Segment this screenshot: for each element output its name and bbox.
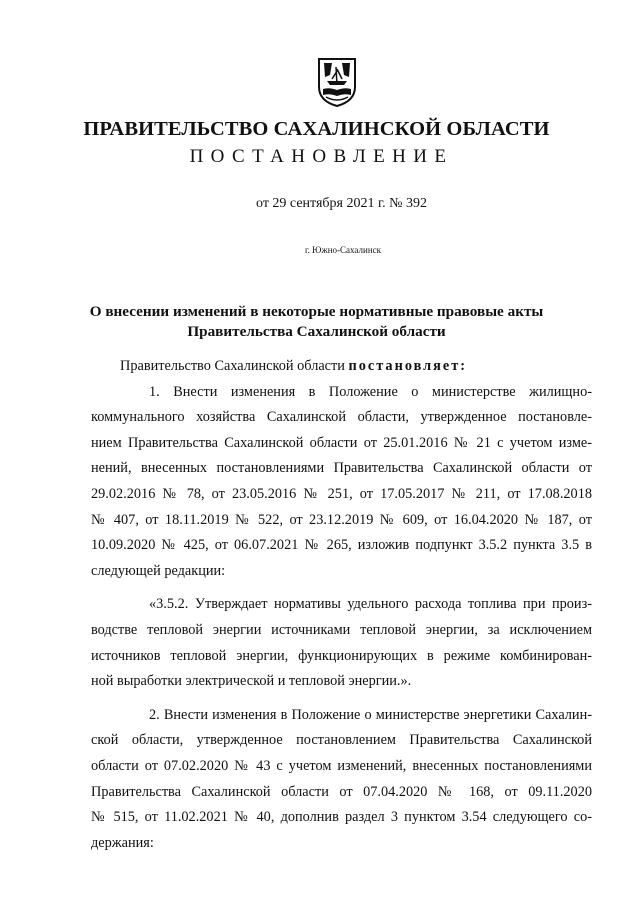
- paragraph-line: нений, внесенных постановлениями Правительства Сахалинской области от: [91, 460, 592, 477]
- quote-line: водстве тепловой энергии источниками тепловой энергии, за исключением: [91, 621, 592, 638]
- preamble-emphasis: постановляет:: [348, 358, 468, 374]
- document-city: г. Южно-Сахалинск: [304, 245, 381, 255]
- quote-line: «3.5.2. Утверждает нормативы удельного расхода топлива при произ-: [149, 596, 592, 613]
- paragraph-line: следующей редакции:: [91, 562, 226, 579]
- document-body: [91, 354, 592, 856]
- paragraph-line: нием Правительства Сахалинской области от 25.01.2016 № 21 с учетом изме-: [91, 434, 592, 451]
- organization-name: ПРАВИТЕЛЬСТВО САХАЛИНСКОЙ ОБЛАСТИ: [83, 118, 550, 140]
- paragraph-line: держания:: [91, 834, 154, 851]
- preamble-text: Правительство Сахалинской области: [120, 358, 349, 374]
- paragraph-line: № 407, от 18.11.2019 № 522, от 23.12.2019 № 609, от 16.04.2020 № 187, от: [91, 511, 592, 528]
- title-line: Правительства Сахалинской области: [187, 323, 446, 340]
- paragraph-line: 29.02.2016 № 78, от 23.05.2016 № 251, от 17.05.2017 № 211, от 17.08.2018: [91, 485, 592, 502]
- quote-line: источников тепловой энергии, функционирующих в режиме комбинирован-: [91, 647, 592, 664]
- document-date: от 29 сентября 2021 г. № 392: [256, 196, 427, 211]
- paragraph-line: 2. Внести изменения в Положение о министерстве энергетики Сахалин-: [149, 706, 592, 723]
- quote-line: ной выработки электрической и тепловой энергии.».: [91, 673, 412, 690]
- paragraph-line: Правительства Сахалинской области от 07.04.2020 № 168, от 09.11.2020: [91, 783, 592, 800]
- preamble: [120, 354, 592, 380]
- paragraph-line: 10.09.2020 № 425, от 06.07.2021 № 265, изложив подпункт 3.5.2 пункта 3.5 в: [91, 537, 592, 554]
- paragraph-line: № 515, от 11.02.2021 № 40, дополнив раздел 3 пунктом 3.54 следующего со-: [91, 809, 592, 826]
- paragraph-line: 1. Внести изменения в Положение о министерстве жилищно-: [149, 383, 592, 400]
- coat-of-arms-icon: [316, 57, 358, 107]
- paragraph-line: области от 07.02.2020 № 43 с учетом изменений, внесенных постановлениями: [91, 757, 592, 774]
- document-type: ПОСТАНОВЛЕНИЕ: [189, 146, 454, 167]
- paragraph-line: ской области, утвержденное постановлением Правительства Сахалинской: [91, 732, 592, 749]
- paragraph-line: коммунального хозяйства Сахалинской области, утвержденное постановле-: [91, 409, 592, 426]
- title-line: О внесении изменений в некоторые нормативные правовые акты: [89, 303, 544, 320]
- document-title: [0, 302, 633, 342]
